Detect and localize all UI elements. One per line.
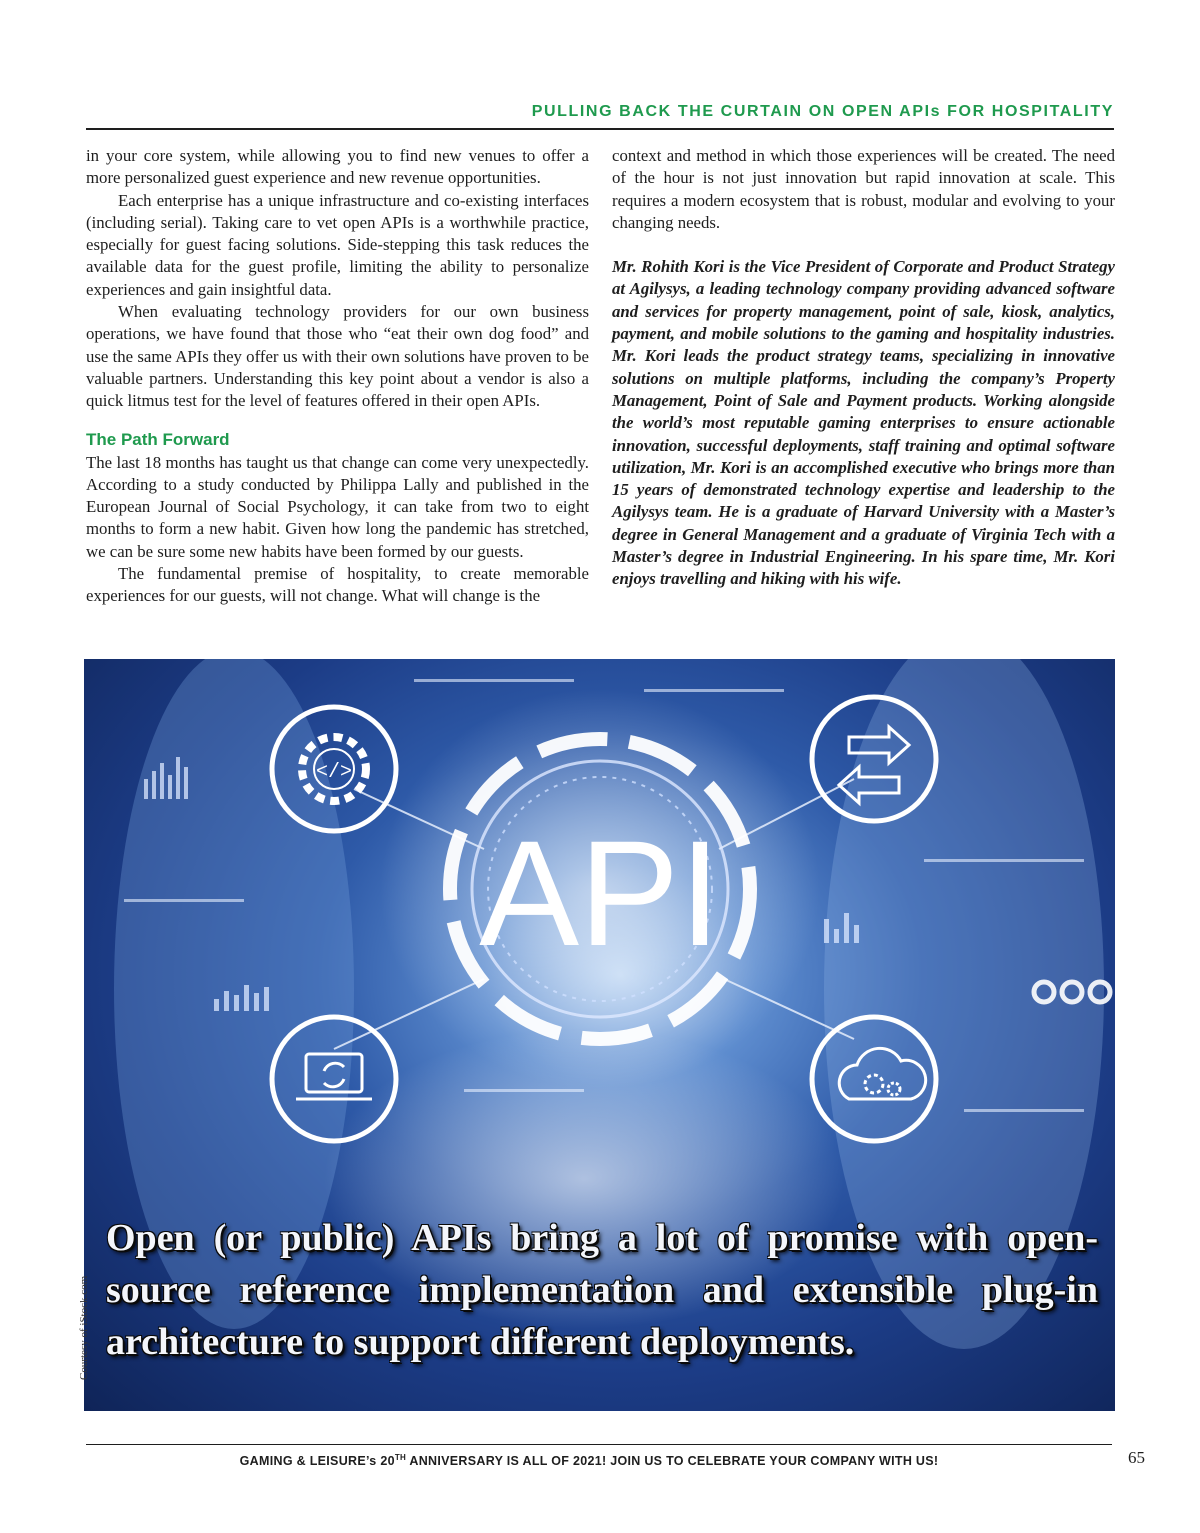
header-rule [86, 128, 1114, 130]
running-head: PULLING BACK THE CURTAIN ON OPEN APIs FOR HOSPITALITY [531, 103, 1114, 120]
figure-caption: Open (or public) APIs bring a lot of promise with open-source reference implementation and extensible plug-in architecture to support different deployments. [106, 1217, 1098, 1363]
paragraph: Each enterprise has a unique infrastructure and co-existing interfaces (including serial). Taking care to vet open APIs is a worthwhile practice, especially for guest facing solutions. Side-stepping this task reduces the available data for the guest profile, limiting the ability to personalize experiences and gain insightful data. [86, 190, 589, 299]
footer-banner [86, 1453, 1092, 1468]
photo-credit: Courtesy of iStock.com [78, 1275, 90, 1380]
api-center-label: API [479, 809, 721, 977]
right-column [612, 145, 1115, 591]
footer-text: ANNIVERSARY IS ALL OF 2021! JOIN US TO CELEBRATE YOUR COMPANY WITH US! [406, 1454, 939, 1469]
paragraph: context and method in which those experiences will be created. The need of the hour is not just innovation but rapid innovation at scale. This requires a modern ecosystem that is robust, modular and evolving to your changing needs. [612, 146, 1115, 232]
code-symbol: </> [315, 761, 353, 784]
footer-rule [86, 1444, 1112, 1445]
left-column [86, 145, 589, 608]
paragraph: in your core system, while allowing you to find new venues to offer a more personalized guest experience and new revenue opportunities. [86, 146, 589, 188]
footer-superscript: TH [394, 1453, 407, 1462]
footer-text: GAMING & LEISURE’s 20 [239, 1454, 395, 1469]
section-heading: The Path Forward [86, 429, 230, 449]
page-number: 65 [1128, 1448, 1145, 1467]
author-bio: Mr. Rohith Kori is the Vice President of Corporate and Product Strategy at Agilysys, a leading technology company providing advanced software and services for property management, point of sale, kiosk, analytics, payment, and mobile solutions to the gaming and hospitality industries. Mr. Kori leads the product strategy teams, specializing in innovative solutions on multiple platforms, including the company’s Property Management, Point of Sale and Payment products. Working alongside the world’s most reputable gaming enterprises to ensure actionable innovation, successful deployments, staff training and optimal software utilization, Mr. Kori is an accomplished executive who brings more than 15 years of demonstrated technology expertise and leadership to the Agilysys team. He is a graduate of Harvard University with a Master’s degree in General Management and a graduate of Virginia Tech with a Master’s degree in Industrial Engineering. In his spare time, Mr. Kori enjoys travelling and hiking with his wife. [612, 257, 1115, 589]
paragraph: When evaluating technology providers for our own business operations, we have found that those who “eat their own dog food” and use the same APIs they offer us with their own solutions have proven to be valuable partners. Understanding this key point about a vendor is also a quick litmus test for the level of features offered in their open APIs. [86, 302, 589, 411]
paragraph: The fundamental premise of hospitality, to create memorable experiences for our guests, will not change. What will change is the [86, 564, 589, 606]
paragraph: The last 18 months has taught us that change can come very unexpectedly. According to a study conducted by Philippa Lally and published in the European Journal of Social Psychology, it can take from two to eight months to form a new habit. Given how long the pandemic has stretched, we can be sure some new habits have been formed by our guests. [86, 452, 589, 561]
